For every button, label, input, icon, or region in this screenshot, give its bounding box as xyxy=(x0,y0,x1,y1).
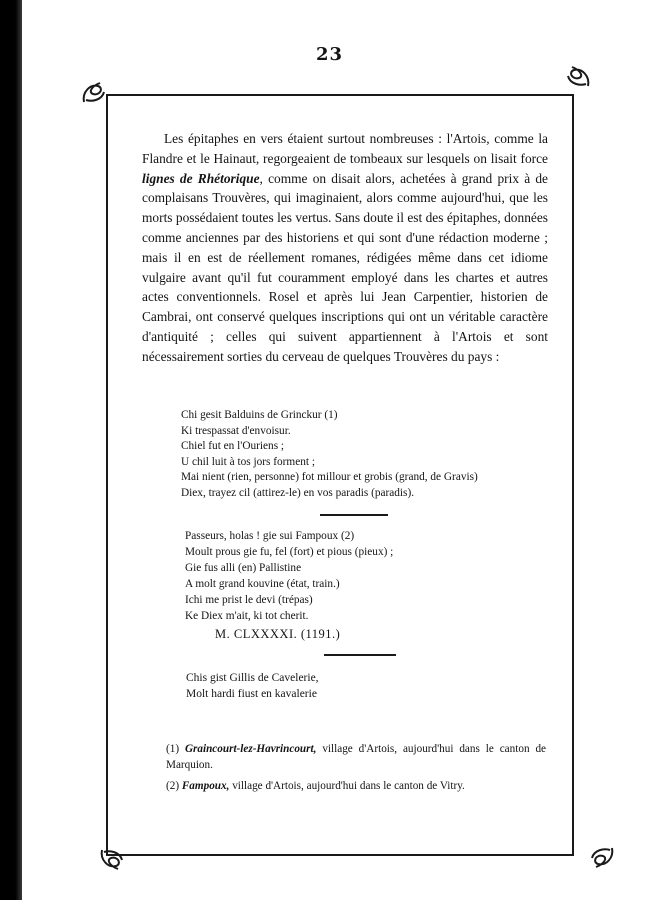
footnote-number: (1) xyxy=(166,743,180,755)
verse-line: Chis gist Gillis de Cavelerie, xyxy=(186,672,319,684)
footnote-text: village d'Artois, aujourd'hui dans le canton de Marquion. xyxy=(166,743,547,771)
paragraph xyxy=(142,129,548,367)
verse-line: Molt hardi fiust en kavalerie xyxy=(186,688,317,700)
flourish-icon xyxy=(566,64,592,90)
verse-line: Ichi me prist le devi (trépas) xyxy=(185,594,313,606)
verse-line: U chil luit à tos jors forment ; xyxy=(181,455,315,468)
footnote-1 xyxy=(166,742,546,773)
section-divider xyxy=(320,514,388,516)
page-gutter-shadow xyxy=(0,0,22,900)
verse-line: Passeurs, holas ! gie sui Fampoux (2) xyxy=(185,530,355,542)
verse-line: Moult prous gie fu, fel (fort) et pious (pieux) ; xyxy=(185,546,394,558)
epitaph-fampoux xyxy=(185,528,393,642)
page-number: 23 xyxy=(316,44,344,65)
verse-line: Gie fus alli (en) Pallistine xyxy=(185,562,302,574)
verse-line: Diex, trayez cil (attirez-le) en vos paradis (paradis). xyxy=(181,486,415,499)
footnote-text: village d'Artois, aujourd'hui dans le canton de Vitry. xyxy=(229,780,465,792)
corner-ornament-top-right xyxy=(566,64,592,90)
section-divider xyxy=(324,654,396,656)
flourish-icon xyxy=(80,80,106,106)
footnote-place: Graincourt-lez-Havrincourt, xyxy=(184,743,317,755)
verse-line: Chi gesit Balduins de Grinckur (1) xyxy=(181,409,338,421)
verse-line: Mai nient (rien, personne) fot millour et grobis (grand, de Gravis) xyxy=(181,471,478,484)
epitaph-balduins xyxy=(181,408,478,502)
verse-line: Chiel fut en l'Ouriens ; xyxy=(181,440,285,453)
footnotes xyxy=(166,742,546,801)
epitaph-gillis xyxy=(186,670,319,702)
corner-ornament-bottom-right xyxy=(590,844,616,870)
flourish-icon xyxy=(590,844,616,870)
footnote-number: (2) xyxy=(166,780,180,792)
corner-ornament-top-left xyxy=(80,80,106,106)
emphasis-text: lignes de Rhétorique xyxy=(142,170,260,186)
verse-line: A molt grand kouvine (état, train.) xyxy=(185,578,340,590)
paragraph-text: Les épitaphes en vers étaient surtout nombreuses : l'Artois, comme la Flandre et le Hainaut, regorgeaient de tombeaux sur lesquels on lisait force xyxy=(142,131,548,166)
footnote-2 xyxy=(166,779,546,795)
body-text xyxy=(142,129,548,367)
verse-line: Ki trespassat d'envoisur. xyxy=(181,424,291,437)
epitaph-date: M. CLXXXXI. (1191.) xyxy=(215,627,341,641)
footnote-place: Fampoux, xyxy=(181,780,230,792)
paragraph-text: , comme on disait alors, achetées à grand prix à de complaisans Trouvères, qui imaginaient, alors comme aujourd'hui, que les morts possédaient toutes les vertus. Sans doute il est des épitaphes, données comme anciennes par des historiens et qui sont d'une rédaction moderne ; mais il en est de réellement romanes, rédigées même dans cet idiome vulgaire avant qu'il fut couramment employé dans les chartes et autres actes conventionnels. Rosel et après lui Jean Carpentier, historien de Cambrai, ont conservé quelques inscriptions qui ont un véritable caractère d'antiquité ; celles qui suivent appartiennent à l'Artois et sont nécessairement sorties du cerveau de quelques Trouvères du pays : xyxy=(142,170,548,364)
verse-line: Ke Diex m'ait, ki tot cherit. xyxy=(185,610,309,622)
